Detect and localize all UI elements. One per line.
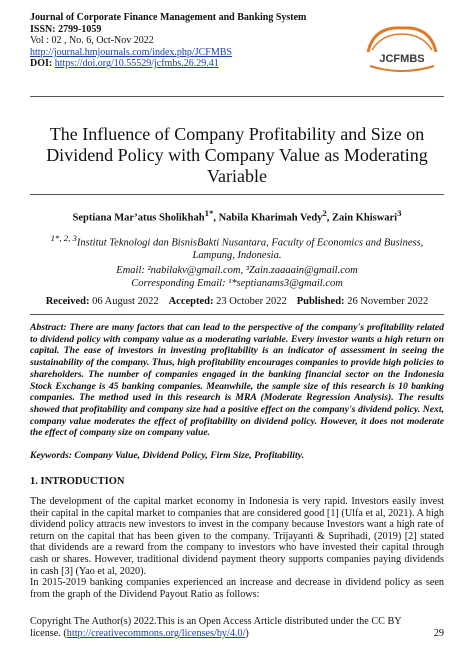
journal-url-link[interactable]: http://journal.hmjournals.com/index.php/JCFMBS bbox=[30, 46, 232, 58]
paper-title: The Influence of Company Profitability and Size on Dividend Policy with Company Value as Moderating Variable bbox=[46, 124, 428, 186]
author-2-sup: 2 bbox=[322, 208, 327, 218]
page-number: 29 bbox=[433, 628, 444, 639]
published-label: Published: bbox=[296, 296, 345, 307]
keywords: Keywords: Company Value, Dividend Policy, Firm Size, Profitability. bbox=[30, 450, 305, 461]
publication-dates bbox=[30, 296, 444, 307]
abstract: Abstract: There are many factors that can lead to the perspective of the company's profitability related to dividend policy with company value as a moderating variable. Every investor wants a high return on capital. The ease of investors in investing profitability is an indicator of assessment in seeing the sustainability of the company. Thus, high profitability encourages companies to provide high policies to shareholders. The number of companies engaged in the banking financial sector on the Indonesia Stock Exchange is 45 banking companies. Meanwhile, the sample size of this research is 10 banking companies. The method used in this research is MRA (Moderate Regression Analysis). The results showed that profitability and company size had a positive effect on the company's dividend policy. Next, company value moderates the effect of profitability on dividend policy. However, it does not moderate the effect of company size on company value. bbox=[30, 322, 444, 439]
author-1: Septiana Mar’atus Sholikhah bbox=[72, 212, 205, 224]
header-divider bbox=[30, 96, 444, 97]
author-3-sup: 3 bbox=[397, 208, 402, 218]
volume-info: Vol : 02 , No. 6, Oct-Nov 2022 bbox=[30, 35, 154, 47]
license-prefix: license. ( bbox=[30, 628, 67, 639]
received-date: 06 August 2022 bbox=[92, 296, 159, 307]
license-footer bbox=[30, 616, 444, 640]
journal-name: Journal of Corporate Finance Management and Banking System bbox=[30, 12, 307, 23]
author-3: , Zain Khiswari bbox=[326, 212, 398, 224]
logo-text: JCFMBS bbox=[379, 53, 425, 65]
email-block bbox=[30, 265, 444, 290]
corresponding-email: Corresponding Email: ¹*septianams3@gmail.com bbox=[131, 277, 343, 289]
accepted-date: 23 October 2022 bbox=[216, 296, 287, 307]
intro-paragraph-1: The development of the capital market economy in Indonesia is very rapid. Investors easily invest their capital in the capital market to companies that are considered good [1] (Ulfa et al, 2021). A high dividend policy attracts new investors to invest in the company because Investors want a high rate of return on the capital that has been given to the company. Trijayanti & Suprihadi, (2019) [2] stated that dividends are a reward from the company to investors who have invested their capital through cash or shares. However, traditional dividend payment theory supports companies paying dividends in cash [3] (Yao et al, 2020). bbox=[30, 496, 444, 577]
published-date: 26 November 2022 bbox=[347, 296, 429, 307]
license-link[interactable]: http://creativecommons.org/licenses/by/4.0/ bbox=[66, 628, 246, 639]
author-list bbox=[30, 208, 444, 224]
journal-header bbox=[30, 12, 306, 70]
received-label: Received: bbox=[45, 296, 90, 307]
affiliation-text: Institut Teknologi dan BisnisBakti Nusantara, Faculty of Economics and Business, Lampung, Indonesia. bbox=[76, 237, 424, 261]
abstract-divider bbox=[30, 314, 444, 315]
journal-logo bbox=[360, 22, 444, 76]
doi-label: DOI: bbox=[30, 58, 53, 70]
intro-paragraph-2: In 2015-2019 banking companies experienced an increase and decrease in dividend policy as seen from the graph of the Dividend Payout Ratio as follows: bbox=[30, 577, 444, 600]
affiliation-sup: 1*, 2, 3 bbox=[50, 233, 77, 243]
introduction-body bbox=[30, 496, 444, 600]
license-suffix: ) bbox=[245, 628, 249, 639]
accepted-label: Accepted: bbox=[168, 296, 214, 307]
copyright-line: Copyright The Author(s) 2022.This is an Open Access Article distributed under the CC BY bbox=[30, 616, 402, 627]
doi-link[interactable]: https://doi.org/10.55529/jcfmbs.26.29.41 bbox=[54, 58, 219, 70]
author-2: , Nabila Kharimah Vedy bbox=[213, 212, 323, 224]
title-divider bbox=[30, 194, 444, 195]
emails: Email: ²nabilakv@gmail.com, ³Zain.zaaaain@gmail.com bbox=[116, 265, 358, 276]
section-heading: 1. INTRODUCTION bbox=[30, 476, 125, 487]
issn: ISSN: 2799-1059 bbox=[30, 23, 102, 35]
author-1-sup: 1* bbox=[204, 208, 214, 218]
affiliation bbox=[50, 232, 424, 263]
